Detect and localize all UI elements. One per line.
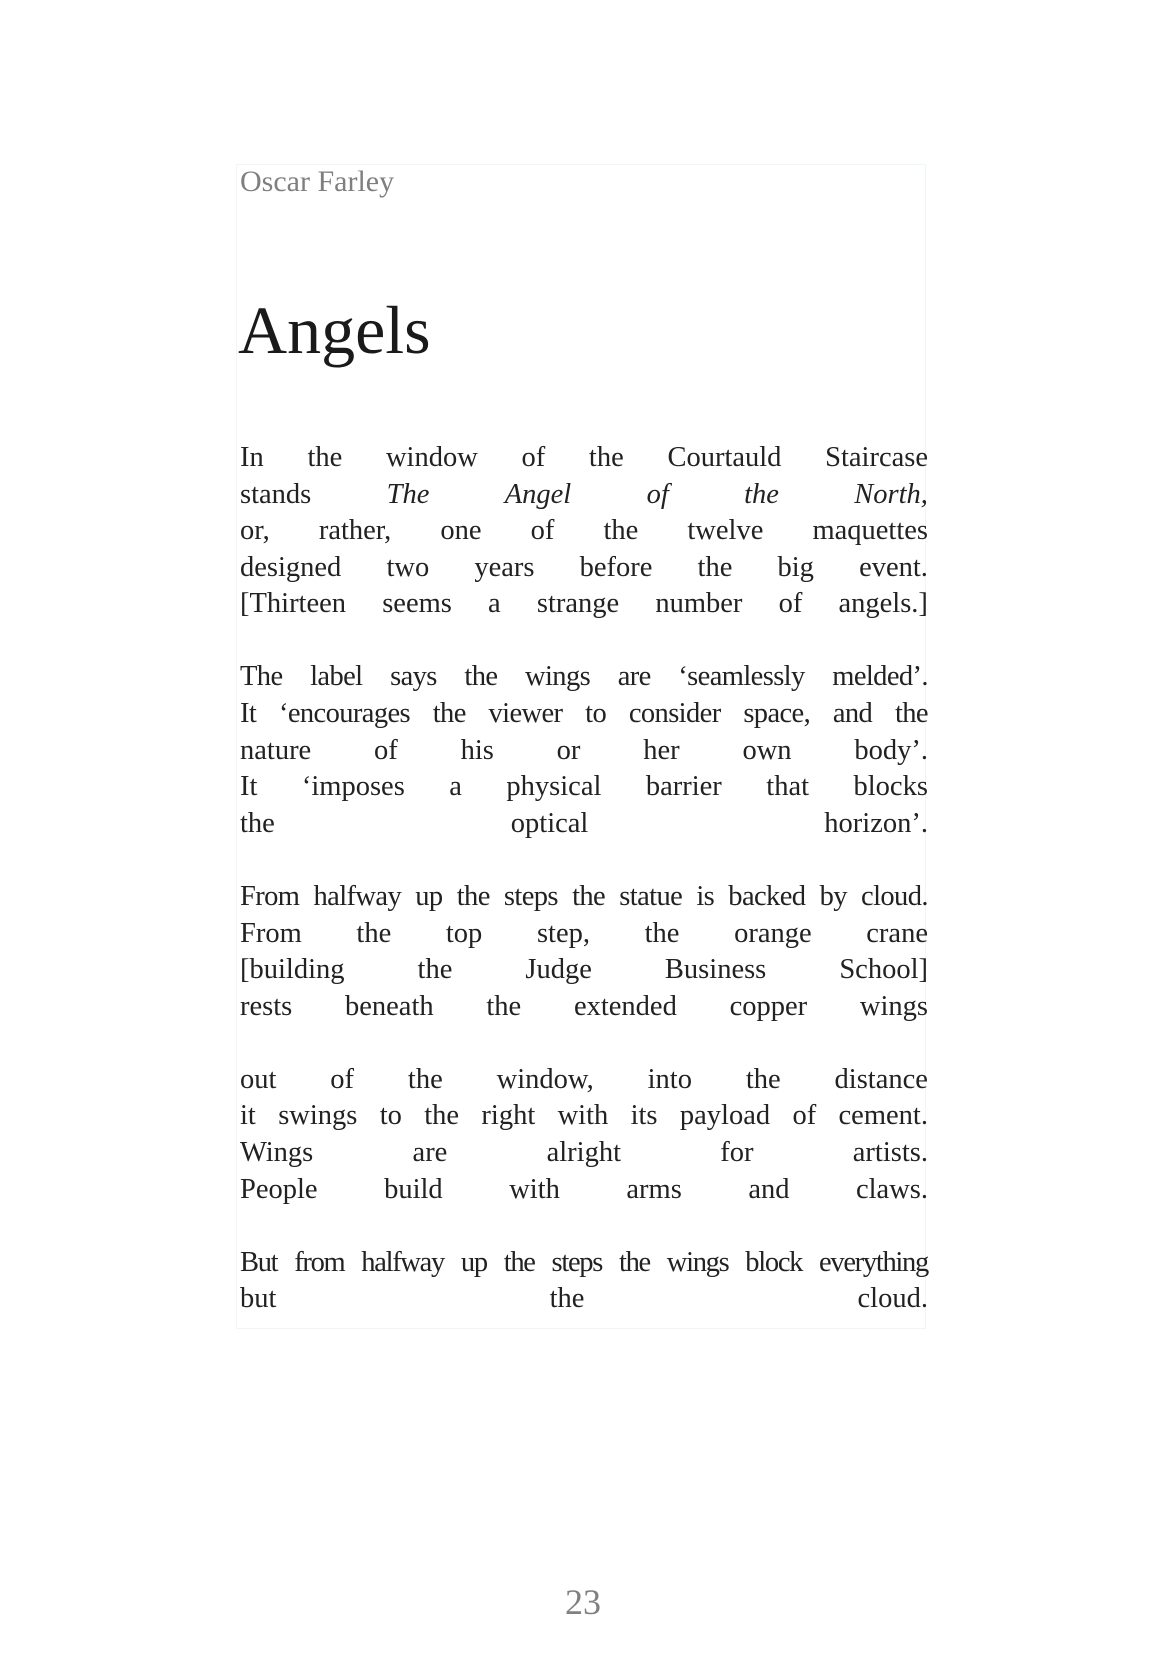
poem-word: out <box>240 1063 277 1095</box>
poem-word: swings <box>278 1100 358 1132</box>
poem-word: label <box>310 661 363 693</box>
poem-word: a <box>449 771 462 803</box>
stanza <box>240 659 928 842</box>
poem-word: to <box>585 698 607 730</box>
poem-word: barrier <box>645 771 722 803</box>
poem-word: cloud. <box>861 880 928 912</box>
poem-word: statue <box>619 880 683 912</box>
poem-word: the <box>697 551 733 583</box>
poem-word: People <box>240 1173 318 1205</box>
page-number: 23 <box>565 1582 601 1622</box>
poem-line <box>240 733 928 770</box>
poem-word: It <box>240 771 258 803</box>
poem-word: alright <box>546 1137 622 1168</box>
poem-line <box>240 952 928 989</box>
poem-word: the <box>503 1246 535 1278</box>
poem-word: of <box>778 588 803 620</box>
poem-line <box>240 477 928 514</box>
poem-word: copper <box>729 990 808 1022</box>
poem-word: space, <box>743 698 811 730</box>
poem-line <box>240 1172 928 1209</box>
poem-line <box>240 1245 928 1282</box>
poem-word: that <box>766 771 810 803</box>
poem-word: steps <box>503 880 558 912</box>
poem-word: Angel <box>504 478 572 510</box>
poem-word: crane <box>866 917 928 949</box>
poem-word: the <box>464 661 498 693</box>
poem-word: designed <box>240 551 342 583</box>
poem-word: nature <box>240 734 312 766</box>
poem-word: a <box>488 588 501 620</box>
poem-word: rather, <box>318 515 392 547</box>
poem-word: consider <box>628 698 721 730</box>
poem-word: viewer <box>488 698 563 730</box>
poem-word: wings <box>859 990 928 1022</box>
poem-title: Angels <box>238 292 431 368</box>
poem-word: The <box>386 478 430 510</box>
poem-line <box>240 659 928 696</box>
poem-word: by <box>819 880 847 912</box>
poem-line <box>240 916 928 953</box>
poem-word: his <box>460 734 494 766</box>
poem-word: from <box>294 1246 345 1278</box>
poem-word: top <box>445 917 483 949</box>
poem-word: halfway <box>361 1246 444 1278</box>
poem-word: of <box>374 734 398 766</box>
poem-word: block <box>745 1246 803 1278</box>
poem-word: From <box>240 917 302 949</box>
poem-word: the <box>745 1063 781 1095</box>
poem-word: North, <box>854 478 928 510</box>
poem-word: optical <box>510 807 589 839</box>
poem-word: it <box>240 1100 256 1132</box>
poem-word: artists. <box>852 1137 928 1168</box>
poem-word: window, <box>496 1063 594 1095</box>
poem-line <box>240 586 928 623</box>
poem-word: right <box>481 1100 536 1132</box>
poem-word: number <box>655 588 743 620</box>
stanza <box>240 1245 928 1318</box>
poem-word: the <box>356 917 392 949</box>
poem-word: Judge <box>525 954 592 986</box>
poem-line <box>240 879 928 916</box>
poem-word: wings <box>666 1246 729 1278</box>
poem-word: with <box>509 1173 560 1205</box>
poem-word: the <box>744 478 779 510</box>
poem-word: of <box>646 478 669 510</box>
poem-word: the <box>588 442 624 473</box>
poem-word: Business <box>664 954 767 986</box>
poem-word: blocks <box>853 771 928 803</box>
poem-word: ‘imposes <box>301 771 405 803</box>
poem-word: build <box>384 1173 443 1205</box>
poem-word: twelve <box>687 515 764 547</box>
poem-word: years <box>474 551 535 583</box>
poem-word: into <box>647 1063 692 1095</box>
poem-word: to <box>379 1100 402 1132</box>
poem-word: extended <box>573 990 677 1022</box>
poem-word: Courtauld <box>667 442 782 473</box>
poem-word: maquettes <box>812 515 928 547</box>
poem-word: for <box>720 1137 754 1168</box>
poem-word: the <box>240 807 275 839</box>
poem-word: the <box>307 442 343 473</box>
poem-word: But <box>240 1246 278 1278</box>
poem-word: or, <box>240 515 270 547</box>
poem-word: [building <box>240 954 345 986</box>
poem-word: is <box>696 880 715 912</box>
poem-word: ‘encourages <box>278 698 411 730</box>
poem-word: seems <box>382 588 452 620</box>
poem-line <box>240 1281 928 1318</box>
poem-word: the <box>549 1283 585 1315</box>
poem-word: horizon’. <box>824 807 928 839</box>
poem-word: [Thirteen <box>240 588 347 620</box>
poem-word: two <box>386 551 430 583</box>
poem-word: up <box>460 1246 487 1278</box>
poem-word: steps <box>551 1246 603 1278</box>
poem-word: wings <box>525 661 591 693</box>
poem-word: everything <box>819 1246 928 1278</box>
poem-word: are <box>412 1137 448 1168</box>
poem-word: the <box>618 1246 650 1278</box>
poem-word: School] <box>839 954 928 986</box>
poem-line <box>240 989 928 1026</box>
author-name: Oscar Farley <box>240 165 395 198</box>
poem-word: The <box>240 661 283 693</box>
poem-word: claws. <box>855 1173 928 1205</box>
poem-word: the <box>417 954 453 986</box>
poem-word: before <box>579 551 653 583</box>
poem-word: big <box>777 551 814 583</box>
poem-line <box>240 440 928 477</box>
poem-word: payload <box>679 1100 771 1132</box>
poem-word: From <box>240 880 300 912</box>
poem-word: distance <box>834 1063 928 1095</box>
poem-word: the <box>603 515 639 547</box>
poem-word: own <box>742 734 792 766</box>
poem-word: the <box>407 1063 443 1095</box>
poem-word: the <box>894 698 928 730</box>
poem-word: with <box>557 1100 609 1132</box>
poem-line <box>240 806 928 843</box>
poem-word: ‘seamlessly <box>678 661 805 693</box>
poem-word: beneath <box>345 990 434 1022</box>
poem-word: the <box>432 698 466 730</box>
poem-word: rests <box>240 990 293 1022</box>
poem-word: cement. <box>838 1100 928 1132</box>
stanza <box>240 1062 928 1208</box>
poem-word: It <box>240 698 257 730</box>
poem-word: its <box>630 1100 658 1132</box>
poem-word: up <box>415 880 443 912</box>
poem-word: halfway <box>313 880 402 912</box>
stanza <box>240 440 928 623</box>
poem-word: stands <box>240 478 312 510</box>
poem-word: Staircase <box>825 442 928 473</box>
poem-word: angels.] <box>838 588 928 620</box>
poem-line <box>240 1135 928 1172</box>
poem-word: and <box>832 698 873 730</box>
poem-line <box>240 1062 928 1099</box>
poem-word: the <box>424 1100 460 1132</box>
poem-word: of <box>530 515 555 547</box>
poem-word: physical <box>506 771 602 803</box>
poem-word: or <box>556 734 581 766</box>
stanza <box>240 879 928 1025</box>
poem-word: of <box>330 1063 355 1095</box>
poem-word: arms <box>626 1173 682 1205</box>
poem-line <box>240 769 928 806</box>
poem-word: her <box>643 734 680 766</box>
poem-line <box>240 1098 928 1135</box>
poem-line <box>240 696 928 733</box>
poem-word: the <box>644 917 680 949</box>
poem-word: cloud. <box>857 1283 928 1315</box>
poem-word: backed <box>728 880 806 912</box>
poem-line <box>240 513 928 550</box>
poem-body <box>240 440 928 1354</box>
poem-word: strange <box>536 588 620 620</box>
poem-word: step, <box>536 917 590 949</box>
poem-word: window <box>385 442 478 473</box>
poem-word: of <box>792 1100 817 1132</box>
poem-word: and <box>748 1173 790 1205</box>
poem-word: says <box>390 661 437 693</box>
poem-word: melded’. <box>832 661 928 693</box>
poem-word: of <box>521 442 546 473</box>
poem-word: are <box>617 661 651 693</box>
poem-word: orange <box>734 917 812 949</box>
poem-word: but <box>240 1283 277 1315</box>
poem-word: event. <box>859 551 928 583</box>
poem-word: one <box>440 515 482 547</box>
poem-word: the <box>456 880 490 912</box>
poem-word: body’. <box>854 734 928 766</box>
poem-word: In <box>240 442 264 473</box>
poem-word: the <box>486 990 522 1022</box>
poem-word: the <box>572 880 606 912</box>
poem-word: Wings <box>240 1137 314 1168</box>
poem-line <box>240 550 928 587</box>
